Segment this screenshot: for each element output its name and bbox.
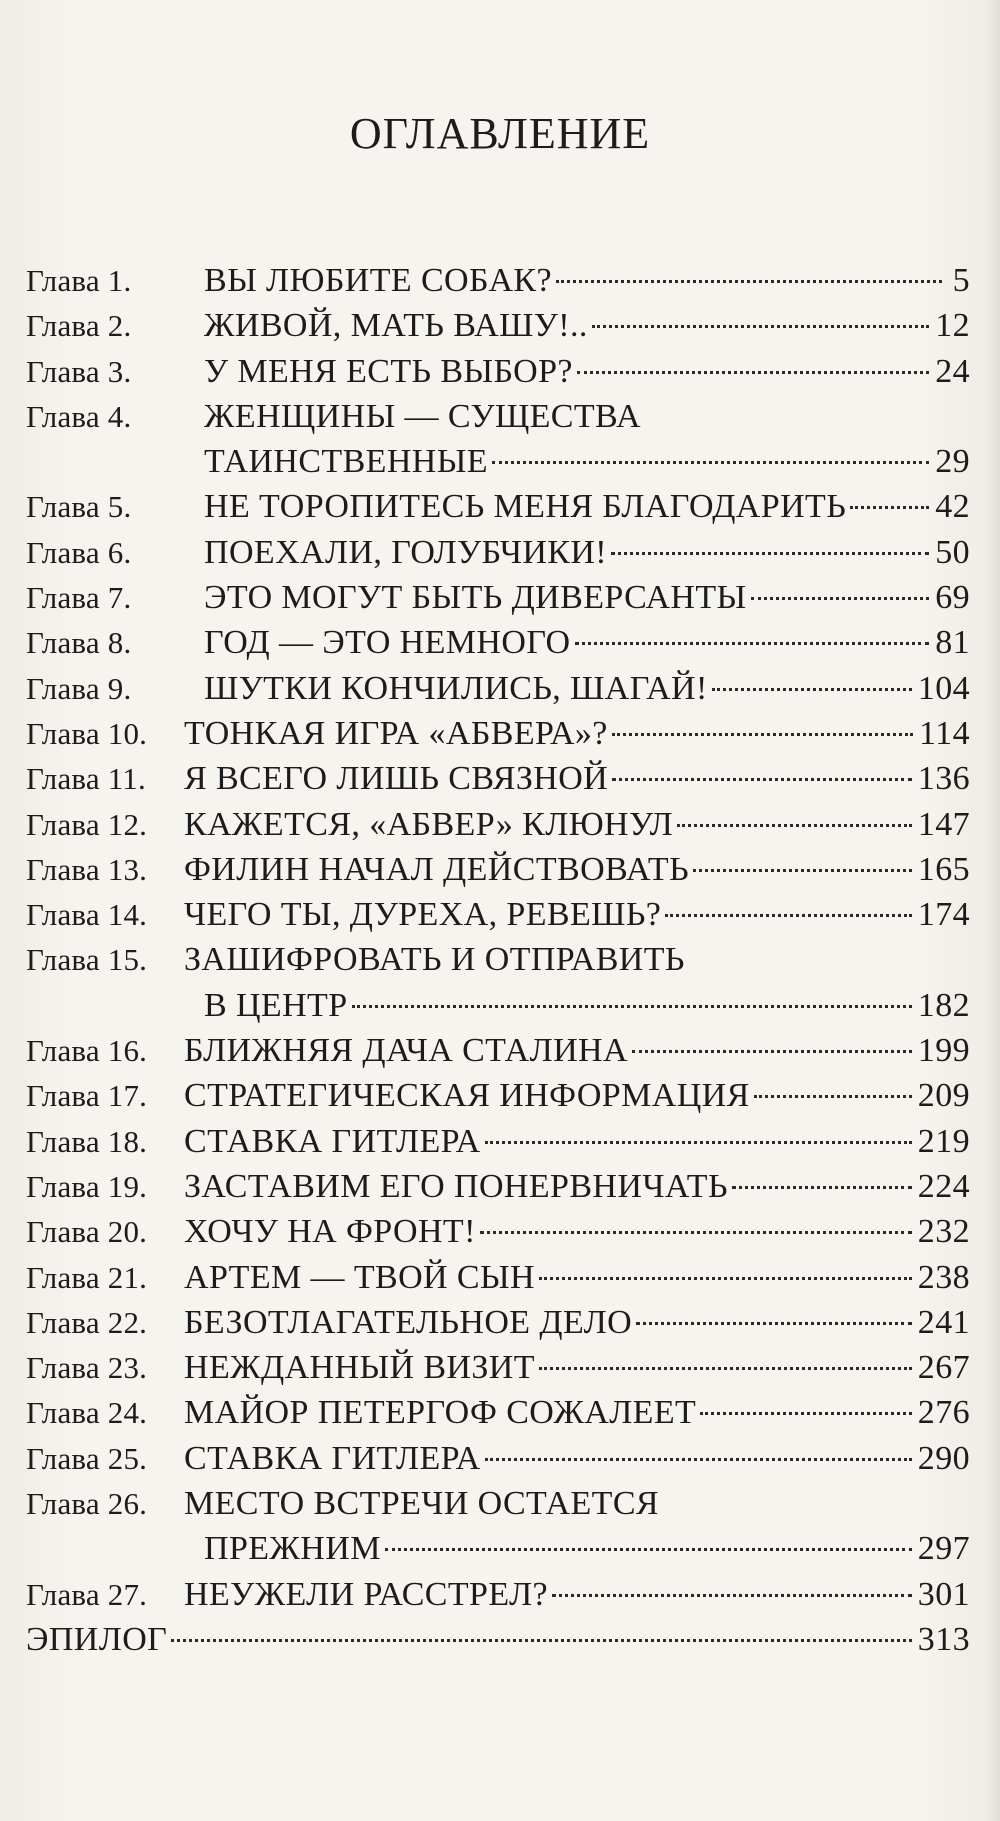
page-number: 12 — [935, 307, 970, 345]
chapter-label: Глава 3. — [26, 353, 132, 389]
toc-entry — [26, 1526, 970, 1571]
toc-entry-epilogue — [26, 1617, 970, 1662]
chapter-title: КАЖЕТСЯ, «АБВЕР» КЛЮНУЛ — [184, 805, 674, 843]
chapter-title: ЗАШИФРОВАТЬ И ОТПРАВИТЬ — [184, 941, 685, 979]
dot-leader — [539, 1277, 912, 1280]
toc-entry — [26, 349, 970, 394]
dot-leader — [480, 1231, 912, 1234]
toc-entry — [26, 1209, 970, 1254]
chapter-label: Глава 16. — [26, 1033, 148, 1069]
toc-entry — [26, 802, 970, 847]
dot-leader — [751, 597, 930, 600]
toc-entry — [26, 937, 970, 982]
chapter-label: Глава 15. — [26, 942, 148, 978]
page-number: 224 — [917, 1167, 970, 1205]
chapter-label: Глава 11. — [26, 761, 146, 797]
chapter-label: Глава 18. — [26, 1123, 148, 1159]
dot-leader — [539, 1367, 912, 1370]
toc-entry — [26, 1300, 970, 1345]
chapter-label: Глава 1. — [26, 263, 132, 298]
chapter-title: ШУТКИ КОНЧИЛИСЬ, ШАГАЙ! — [204, 669, 708, 707]
chapter-title: МЕСТО ВСТРЕЧИ ОСТАЕТСЯ — [184, 1485, 659, 1523]
toc-entry — [26, 1119, 970, 1164]
chapter-title: АРТЕМ — ТВОЙ СЫН — [184, 1258, 535, 1296]
page-number: 81 — [935, 624, 970, 662]
dot-leader — [612, 778, 912, 781]
chapter-title: В ЦЕНТР — [204, 986, 348, 1024]
page-number: 241 — [917, 1303, 970, 1341]
chapter-label: Глава 22. — [26, 1304, 148, 1340]
page-number: 42 — [935, 488, 970, 526]
toc-entry — [26, 530, 970, 575]
chapter-title: ГОД — ЭТО НЕМНОГО — [204, 624, 571, 662]
page-number: 174 — [917, 896, 970, 934]
dot-leader — [552, 1594, 912, 1597]
chapter-title: ТОНКАЯ ИГРА «АБВЕРА»? — [184, 714, 608, 752]
chapter-title: ПОЕХАЛИ, ГОЛУБЧИКИ! — [204, 533, 608, 571]
chapter-title: МАЙОР ПЕТЕРГОФ СОЖАЛЕЕТ — [184, 1394, 697, 1432]
chapter-title: ХОЧУ НА ФРОНТ! — [184, 1213, 476, 1251]
toc-entry — [26, 666, 970, 711]
page-number: 301 — [917, 1575, 970, 1613]
dot-leader — [665, 914, 912, 917]
dot-leader — [612, 733, 913, 736]
page-number: 5 — [952, 262, 970, 299]
toc-entry — [26, 439, 970, 484]
dot-leader — [611, 552, 929, 555]
toc-entry — [26, 1572, 970, 1617]
toc-heading: ОГЛАВЛЕНИЕ — [349, 109, 651, 158]
chapter-label: Глава 12. — [26, 806, 148, 842]
page-number: 313 — [917, 1620, 970, 1658]
page-number: 199 — [917, 1032, 970, 1070]
chapter-label: Глава 10. — [26, 715, 148, 751]
dot-leader — [636, 1322, 912, 1325]
chapter-label: Глава 23. — [26, 1350, 148, 1386]
chapter-title: Я ВСЕГО ЛИШЬ СВЯЗНОЙ — [184, 760, 609, 798]
page-number: 238 — [917, 1258, 970, 1296]
chapter-label: Глава 5. — [26, 489, 132, 525]
page-number: 165 — [917, 850, 970, 888]
chapter-label: Глава 19. — [26, 1168, 148, 1204]
chapter-label: Глава 27. — [26, 1576, 148, 1612]
chapter-label: Глава 2. — [26, 308, 132, 344]
chapter-title: ТАИНСТВЕННЫЕ — [204, 443, 488, 481]
chapter-label: Глава 14. — [26, 897, 148, 933]
dot-leader — [712, 688, 912, 691]
page-number: 114 — [919, 714, 970, 752]
page-number: 219 — [917, 1122, 970, 1160]
toc-entry — [26, 711, 970, 756]
page-number: 182 — [917, 986, 970, 1024]
page-number: 24 — [935, 352, 970, 390]
dot-leader — [556, 280, 942, 283]
dot-leader — [592, 325, 929, 328]
chapter-title: ЖЕНЩИНЫ — СУЩЕСТВА — [204, 397, 641, 435]
dot-leader — [577, 371, 929, 374]
dot-leader — [485, 1141, 912, 1144]
chapter-title: СТРАТЕГИЧЕСКАЯ ИНФОРМАЦИЯ — [184, 1077, 750, 1115]
page-number: 297 — [917, 1530, 970, 1568]
chapter-title: ПРЕЖНИМ — [204, 1530, 381, 1568]
chapter-title: БЕЗОТЛАГАТЕЛЬНОЕ ДЕЛО — [184, 1303, 633, 1341]
toc-entry — [26, 484, 970, 529]
chapter-label: Глава 4. — [26, 398, 132, 434]
toc-entry — [26, 847, 970, 892]
chapter-title: СТАВКА ГИТЛЕРА — [184, 1122, 481, 1160]
chapter-label: Глава 24. — [26, 1395, 148, 1431]
chapter-label: Глава 8. — [26, 625, 132, 661]
dot-leader — [352, 1005, 912, 1008]
toc-entry — [26, 258, 970, 303]
chapter-label: Глава 21. — [26, 1259, 148, 1295]
chapter-label: Глава 7. — [26, 580, 132, 616]
chapter-title: НЕЖДАННЫЙ ВИЗИТ — [184, 1349, 535, 1387]
page-number: 290 — [917, 1439, 970, 1477]
chapter-title: СТАВКА ГИТЛЕРА — [184, 1439, 481, 1477]
chapter-label: Глава 25. — [26, 1440, 148, 1476]
toc-entry — [26, 1028, 970, 1073]
chapter-label: Глава 26. — [26, 1486, 148, 1522]
toc-entry — [26, 620, 970, 665]
table-of-contents — [26, 258, 970, 1662]
page-number: 136 — [917, 760, 970, 798]
chapter-title: ВЫ ЛЮБИТЕ СОБАК? — [204, 262, 552, 299]
page-number: 104 — [917, 669, 970, 707]
toc-entry — [26, 1390, 970, 1435]
dot-leader — [385, 1548, 912, 1551]
page-number: 29 — [935, 443, 970, 481]
dot-leader — [693, 869, 912, 872]
chapter-title: НЕ ТОРОПИТЕСЬ МЕНЯ БЛАГОДАРИТЬ — [204, 488, 847, 526]
chapter-title: ФИЛИН НАЧАЛ ДЕЙСТВОВАТЬ — [184, 850, 690, 888]
page-number: 69 — [935, 579, 970, 617]
dot-leader — [754, 1095, 912, 1098]
toc-entry — [26, 575, 970, 620]
chapter-label: Глава 17. — [26, 1078, 148, 1114]
toc-entry — [26, 983, 970, 1028]
page-number: 276 — [917, 1394, 970, 1432]
chapter-title: БЛИЖНЯЯ ДАЧА СТАЛИНА — [184, 1032, 628, 1070]
toc-entry — [26, 1164, 970, 1209]
toc-entry — [26, 1255, 970, 1300]
page-number: 50 — [935, 533, 970, 571]
dot-leader — [171, 1639, 912, 1642]
chapter-title: ЭПИЛОГ — [26, 1620, 168, 1658]
toc-entry — [26, 756, 970, 801]
dot-leader — [632, 1050, 912, 1053]
toc-entry — [26, 892, 970, 937]
toc-entry — [26, 1345, 970, 1390]
chapter-label: Глава 13. — [26, 851, 148, 887]
chapter-title: ЗАСТАВИМ ЕГО ПОНЕРВНИЧАТЬ — [184, 1167, 728, 1205]
dot-leader — [575, 642, 930, 645]
toc-entry — [26, 1436, 970, 1481]
chapter-title: ЖИВОЙ, МАТЬ ВАШУ!.. — [204, 307, 588, 345]
chapter-label: Глава 9. — [26, 670, 132, 706]
dot-leader — [677, 824, 912, 827]
dot-leader — [492, 461, 929, 464]
page-number: 232 — [917, 1213, 970, 1251]
chapter-label: Глава 20. — [26, 1214, 148, 1250]
page-number: 267 — [917, 1349, 970, 1387]
chapter-label: Глава 6. — [26, 534, 132, 570]
chapter-title: ЧЕГО ТЫ, ДУРЕХА, РЕВЕШЬ? — [184, 896, 662, 934]
page-number: 147 — [917, 805, 970, 843]
chapter-title: НЕУЖЕЛИ РАССТРЕЛ? — [184, 1575, 549, 1613]
dot-leader — [485, 1458, 912, 1461]
chapter-title: У МЕНЯ ЕСТЬ ВЫБОР? — [204, 352, 573, 390]
dot-leader — [700, 1412, 912, 1415]
toc-entry — [26, 1481, 970, 1526]
dot-leader — [732, 1186, 912, 1189]
page-edge-shadow — [986, 0, 1000, 1821]
chapter-title: ЭТО МОГУТ БЫТЬ ДИВЕРСАНТЫ — [204, 579, 747, 617]
toc-entry — [26, 394, 970, 439]
page-number: 209 — [917, 1077, 970, 1115]
toc-entry — [26, 303, 970, 348]
dot-leader — [850, 506, 929, 509]
toc-entry — [26, 1073, 970, 1118]
